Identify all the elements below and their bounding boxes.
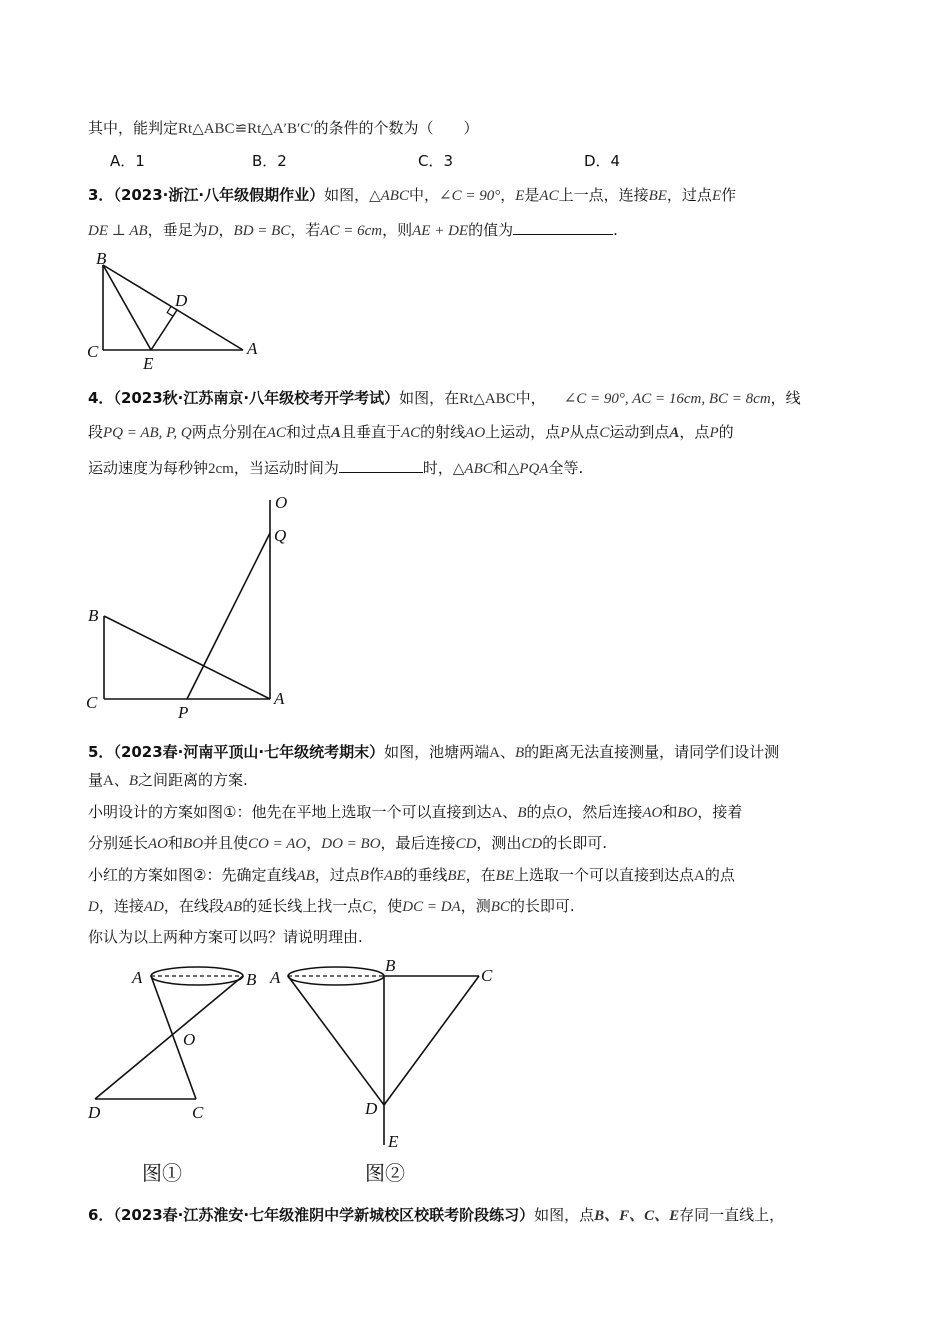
q4-source: （2023秋·江苏南京·八年级校考开学考试） — [113, 389, 400, 407]
q5-math: A — [103, 773, 114, 789]
q4-line-2 — [88, 421, 734, 444]
q4-label-c: C — [86, 693, 98, 712]
q3-seg-be — [103, 265, 151, 350]
q5-text: 量 — [88, 771, 104, 789]
q4-label-a: A — [274, 689, 285, 708]
q5-text: ，过点 — [314, 866, 360, 884]
q4-seg-ba — [104, 616, 270, 699]
q5-fig1-label-b: B — [246, 970, 257, 989]
q5-text: 上选取一个可以直接到达点 — [514, 866, 695, 884]
q5-fig2-caption: 图② — [365, 1163, 405, 1185]
q4-math: AC — [266, 425, 286, 441]
q5-fig1-label-c: C — [192, 1103, 204, 1122]
q4-text: 两点分别在 — [191, 423, 267, 441]
q4-number: 4． — [88, 389, 114, 407]
q5-fig1-label-a: A — [132, 968, 143, 987]
q5-line-7: 你认为以上两种方案可以吗？请说明理由. — [88, 928, 363, 946]
q3-seg-ba — [103, 265, 243, 350]
q4-text: 和过点 — [285, 423, 331, 441]
q2-option-c[interactable]: C．3 — [418, 152, 454, 170]
q3-answer-blank[interactable] — [513, 218, 613, 235]
q5-text: ，在线段 — [163, 897, 224, 915]
q3-text: 如图， — [324, 186, 370, 204]
q5-math: BC — [490, 899, 510, 915]
q4-label-p: P — [178, 703, 189, 720]
q3-math: AC = 6cm — [320, 223, 383, 239]
q3-figure — [80, 248, 270, 373]
q3-math: △ABC — [369, 188, 409, 204]
q5-math: AB — [296, 868, 315, 884]
q4-text: 运动到点 — [609, 423, 670, 441]
q5-math: AB — [383, 868, 403, 884]
q4-math: A — [330, 425, 341, 441]
q3-text: ，垂足为 — [147, 221, 208, 239]
q5-fig2-label-e: E — [388, 1132, 399, 1151]
q5-math: D — [88, 899, 99, 915]
q4-text: 且垂直于 — [340, 423, 401, 441]
q5-text: 的长即可. — [542, 834, 608, 852]
q3-line-2 — [88, 218, 618, 242]
q3-math: BD = BC — [233, 223, 291, 239]
q4-label-b: B — [88, 606, 99, 625]
q5-math: C — [362, 899, 373, 915]
q5-math: B — [514, 745, 525, 761]
q5-text: 分别延长 — [88, 834, 149, 852]
q5-fig1-seg-bd — [95, 976, 243, 1099]
q6-number: 6． — [88, 1206, 114, 1224]
q5-figure-2 — [265, 955, 515, 1185]
q6-source: （2023春·江苏淮安·七年级淮阴中学新城校区校联考阶段练习） — [113, 1206, 535, 1224]
q4-label-o: O — [275, 493, 288, 512]
q4-text: 全等. — [548, 459, 584, 477]
q4-answer-blank[interactable] — [339, 456, 423, 473]
q2-formula: Rt△ABC≌Rt△A′B′C′ — [178, 121, 314, 137]
q4-text: 的 — [718, 423, 734, 441]
q5-math: B — [128, 773, 139, 789]
q5-text: 之间距离的方案. — [138, 771, 248, 789]
q4-label-q: Q — [274, 526, 287, 545]
q4-math: A — [669, 425, 680, 441]
q5-text: ，测 — [460, 897, 491, 915]
q5-math: AD — [143, 899, 164, 915]
q3-math: AC — [539, 188, 559, 204]
q5-fig1-label-o: O — [183, 1030, 196, 1049]
q5-text: 的点 — [704, 866, 735, 884]
q5-math: AO — [642, 805, 663, 821]
q5-math: BE — [495, 868, 514, 884]
q3-label-c: C — [87, 342, 99, 361]
q2-option-d[interactable]: D．4 — [584, 152, 621, 170]
q6-line-1 — [88, 1204, 784, 1227]
q5-text: 的垂线 — [402, 866, 448, 884]
q5-line-3 — [88, 801, 742, 824]
q5-text: 如图，池塘两端 — [384, 743, 490, 761]
q5-fig2-label-c: C — [481, 966, 493, 985]
q5-line-6 — [88, 895, 575, 918]
q5-fig2-label-b: B — [385, 956, 396, 975]
q5-fig2-seg-ad — [288, 976, 384, 1105]
q4-text: ，线 — [770, 389, 801, 407]
q5-text: 、 — [502, 803, 518, 821]
q6-text: 存同一直线上， — [679, 1206, 785, 1224]
q5-math: AB — [223, 899, 243, 915]
q3-math: BE — [648, 188, 667, 204]
q5-text: 小明设计的方案如图①：他先在平地上选取一个可以直接到达 — [88, 803, 492, 821]
q4-math: △ABC — [452, 461, 493, 477]
q5-fig2-seg-cd — [384, 976, 479, 1105]
q5-text: ，在 — [465, 866, 496, 884]
q3-label-b: B — [96, 249, 107, 268]
q5-line-4 — [88, 832, 607, 855]
q4-text: 和 — [492, 459, 508, 477]
q5-line-1 — [88, 741, 779, 764]
q3-math: DE ⊥ AB — [88, 223, 148, 239]
q4-math: AO — [465, 425, 486, 441]
q5-text: 的点 — [526, 803, 557, 821]
q4-math: AC — [400, 425, 421, 441]
q3-text: ，则 — [382, 221, 413, 239]
q5-text: 的延长线上找一点 — [242, 897, 363, 915]
q3-math: E — [515, 188, 525, 204]
q5-math: O — [556, 805, 568, 821]
q5-math: BO — [183, 836, 204, 852]
q5-math: CD — [455, 836, 477, 852]
q4-text: ，点 — [679, 423, 710, 441]
q4-seg-pq — [187, 533, 270, 699]
q3-math: E — [711, 188, 722, 204]
q5-math: A — [489, 745, 500, 761]
q5-text: 的距离无法直接测量，请同学们设计测 — [524, 743, 780, 761]
q4-math: PQ = AB, P, Q — [103, 425, 192, 441]
q3-line-1 — [88, 184, 736, 207]
q5-number: 5． — [88, 743, 114, 761]
q3-text: ， — [218, 221, 234, 239]
q5-text: 小红的方案如图②：先确定直线 — [88, 866, 297, 884]
q3-math: ∠C = 90° — [439, 188, 501, 204]
q4-text: 段 — [88, 423, 104, 441]
q5-math: A — [694, 868, 705, 884]
q5-text: ，使 — [372, 897, 403, 915]
q5-math: AO — [148, 836, 169, 852]
q2-stem-pre: 其中，能判定 — [88, 119, 179, 137]
q4-line-1 — [88, 387, 801, 410]
q4-text: 上运动，点 — [485, 423, 561, 441]
q3-text: 是 — [524, 186, 540, 204]
q5-math: DO = BO — [321, 836, 381, 852]
q4-math: 2cm — [208, 461, 234, 477]
q4-text: 从点 — [569, 423, 600, 441]
q2-option-b[interactable]: B．2 — [252, 152, 287, 170]
q5-math: B — [359, 868, 369, 884]
q4-text: 中， — [515, 389, 546, 407]
q5-text: 和 — [168, 834, 184, 852]
q5-source: （2023春·河南平顶山·七年级统考期末） — [113, 743, 385, 761]
q3-label-a: A — [247, 339, 258, 358]
q4-math: P — [709, 425, 719, 441]
q5-text: 、 — [113, 771, 129, 789]
q4-math: ∠C = 90°, AC = 16cm, BC = 8cm — [563, 391, 771, 407]
q5-text: ， — [306, 834, 322, 852]
q3-text: 中， — [408, 186, 439, 204]
q5-text: ，最后连接 — [380, 834, 456, 852]
q2-stem — [88, 117, 479, 140]
q5-text: ，连接 — [98, 897, 144, 915]
q6-math: B、F、C、E — [594, 1208, 680, 1224]
q3-text: 上一点，连接 — [558, 186, 649, 204]
q5-fig1-caption: 图① — [142, 1163, 182, 1185]
q3-text: . — [613, 221, 618, 239]
q4-figure — [80, 490, 310, 720]
q4-text: 时， — [422, 459, 453, 477]
q6-text: 如图，点 — [534, 1206, 595, 1224]
q5-math: B — [517, 805, 527, 821]
q5-text: 并且使 — [203, 834, 249, 852]
q5-text: ，测出 — [476, 834, 522, 852]
q3-math: D — [207, 223, 219, 239]
q3-math: AE + DE — [412, 223, 469, 239]
q5-text: ，然后连接 — [567, 803, 643, 821]
q5-text: 作 — [368, 866, 384, 884]
q3-label-d: D — [175, 291, 188, 310]
q5-text: 、 — [499, 743, 515, 761]
q5-math: A — [491, 805, 503, 821]
q5-text: 的长即可. — [509, 897, 575, 915]
q5-math: CD — [521, 836, 543, 852]
q3-text: 作 — [721, 186, 737, 204]
q5-math: BO — [677, 805, 698, 821]
q4-math: △PQA — [507, 461, 549, 477]
q3-label-e: E — [143, 354, 154, 373]
q5-math: DC = DA — [402, 899, 461, 915]
q3-text: ， — [500, 186, 516, 204]
q5-fig2-label-d: D — [365, 1099, 378, 1118]
q4-text: 的射线 — [420, 423, 466, 441]
q2-stem-post: 的条件的个数为（ ） — [313, 119, 479, 137]
q3-source: （2023·浙江·八年级假期作业） — [113, 186, 325, 204]
q4-text: 如图，在 — [399, 389, 460, 407]
q5-line-5 — [88, 864, 735, 887]
q4-math: C — [599, 425, 610, 441]
q5-line-2 — [88, 769, 248, 792]
q5-text: 和 — [662, 803, 678, 821]
q5-math: CO = AO — [248, 836, 307, 852]
q5-figure-1 — [80, 955, 270, 1185]
q4-math: P — [560, 425, 570, 441]
q3-text: 的值为 — [468, 221, 514, 239]
q5-text: ，接着 — [697, 803, 743, 821]
q5-fig2-label-a: A — [270, 968, 281, 987]
q5-fig1-label-d: D — [88, 1103, 101, 1122]
q3-text: ，若 — [290, 221, 321, 239]
q2-option-a[interactable]: A．1 — [110, 152, 145, 170]
q4-text: 运动速度为每秒钟 — [88, 459, 209, 477]
q4-math: Rt△ABC — [459, 391, 516, 407]
q3-text: ，过点 — [666, 186, 712, 204]
q4-text: ，当运动时间为 — [233, 459, 339, 477]
q4-line-3 — [88, 456, 583, 480]
q5-math: BE — [447, 868, 466, 884]
q3-number: 3． — [88, 186, 114, 204]
